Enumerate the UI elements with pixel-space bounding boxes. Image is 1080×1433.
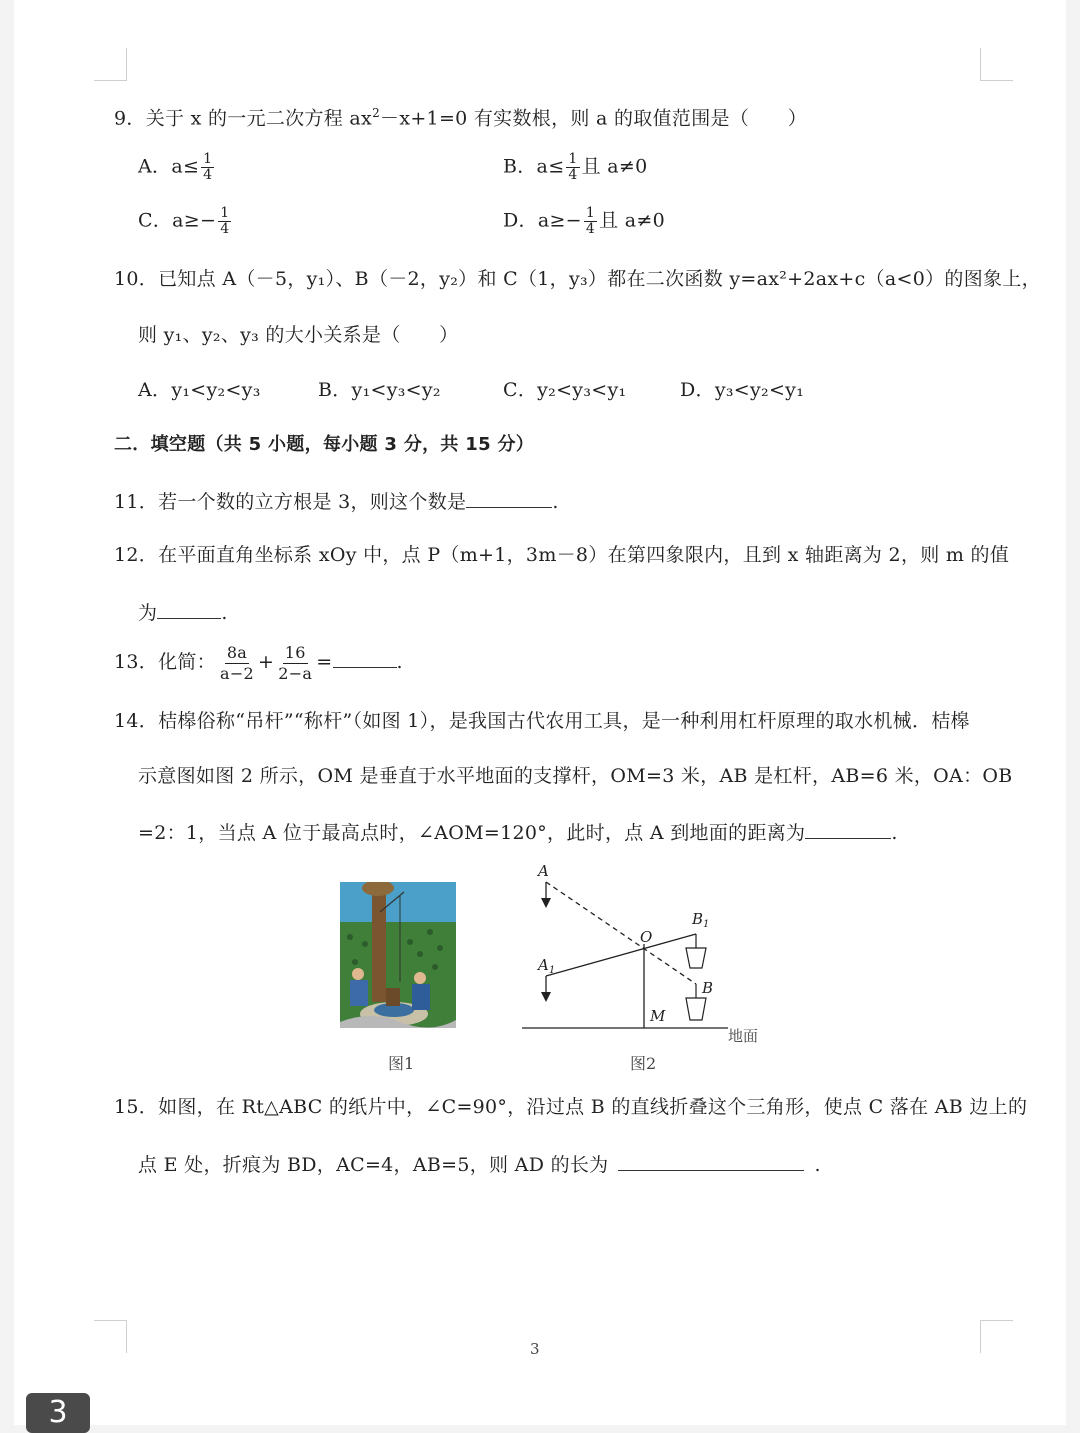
- label-b: B: [702, 979, 714, 997]
- section-heading: 二．填空题（共 5 小题，每小题 3 分，共 15 分）: [114, 434, 535, 455]
- crop-mark-bottom-right: [980, 1320, 1013, 1353]
- answer-blank: [466, 487, 552, 508]
- numerator: 16: [284, 642, 306, 662]
- q9-option-b: [503, 152, 648, 183]
- fraction: [218, 643, 256, 684]
- fraction: [584, 206, 597, 237]
- q15-line2-pre: 点 E 处，折痕为 BD，AC=4，AB=5，则 AD 的长为: [138, 1154, 609, 1176]
- numerator: 8a: [226, 642, 248, 662]
- q9-stem-post: －x+1=0 有实数根，则 a 的取值范围是（ ）: [380, 107, 807, 130]
- numerator: 1: [568, 151, 578, 167]
- numerator: 1: [203, 151, 213, 167]
- label-b1: [691, 910, 709, 930]
- shadoof-illustration: [340, 882, 456, 1028]
- label-m: M: [650, 1007, 666, 1025]
- q10-line1: 10．已知点 A（－5，y₁）、B（－2，y₂）和 C（1，y₃）都在二次函数 y=ax²+2ax+c（a<0）的图象上，: [114, 268, 1041, 290]
- q14-line1: 14．桔槔俗称“吊杆”“称杆”（如图 1），是我国古代农用工具，是一种利用杠杆原理的取水机械．桔槔: [114, 710, 970, 732]
- crop-mark-bottom-left: [94, 1320, 127, 1353]
- q13-plus: +: [258, 651, 275, 673]
- label-o: O: [640, 928, 653, 946]
- label-b1-main: B: [692, 910, 704, 928]
- q9-option-a: [138, 152, 216, 183]
- numerator: 1: [220, 205, 230, 221]
- q9-stem-sup: 2: [372, 106, 381, 120]
- label-b1-sub: 1: [703, 919, 710, 930]
- q9-d-text: D．a≥−: [503, 209, 582, 232]
- numerator: 1: [585, 205, 596, 221]
- q10-option-d: D．y₃<y₂<y₁: [680, 379, 805, 401]
- page-badge[interactable]: 3: [26, 1393, 90, 1433]
- crop-mark-top-right: [980, 48, 1013, 81]
- fraction: [276, 643, 314, 684]
- q15-line1: 15．如图，在 Rt△ABC 的纸片中，∠C=90°，沿过点 B 的直线折叠这个三角形，使点 C 落在 AB 边上的: [114, 1096, 1028, 1118]
- label-a1-main: A: [538, 956, 549, 974]
- q10-option-a: A．y₁<y₂<y₃: [138, 379, 261, 401]
- q9-b-text: B．a≤: [503, 155, 565, 178]
- fraction: [566, 152, 579, 183]
- q12-line1: 12．在平面直角坐标系 xOy 中，点 P（m+1，3m－8）在第四象限内，且到 x 轴距离为 2，则 m 的值: [114, 544, 1010, 566]
- q13-equals: =: [316, 651, 333, 673]
- denominator: 2−a: [278, 663, 313, 683]
- q9-b-post: 且 a≠0: [581, 155, 648, 178]
- lever-diagram: [516, 860, 776, 1050]
- q9-stem-pre: 9．关于 x 的一元二次方程 ax: [114, 107, 373, 130]
- crop-mark-top-left: [94, 48, 127, 81]
- q10-line2: 则 y₁、y₂、y₃ 的大小关系是（ ）: [138, 324, 459, 346]
- q12-line2: [138, 598, 228, 626]
- label-a: A: [538, 862, 549, 880]
- q14-line2: 示意图如图 2 所示，OM 是垂直于水平地面的支撑杆，OM=3 米，AB 是杠杆，AB=6 米，OA：OB: [138, 765, 1013, 787]
- fraction: [218, 206, 231, 237]
- q14-line3-pre: =2：1，当点 A 位于最高点时，∠AOM=120°，此时，点 A 到地面的距离为: [138, 822, 806, 844]
- q11-end: .: [552, 491, 559, 513]
- q9-stem: [114, 100, 807, 131]
- q12-line2-pre: 为: [138, 602, 158, 624]
- figure-1-caption: 图1: [388, 1054, 415, 1073]
- denominator: 4: [203, 167, 213, 183]
- q10-option-c: C．y₂<y₃<y₁: [503, 379, 627, 401]
- q9-a-text: A．a≤: [138, 155, 200, 178]
- denominator: a−2: [219, 663, 255, 683]
- q9-option-c: [138, 206, 233, 237]
- fraction: [201, 152, 214, 183]
- q14-line3: [138, 818, 898, 846]
- q9-d-post: 且 a≠0: [599, 209, 666, 232]
- q9-c-text: C．a≥−: [138, 209, 217, 232]
- q15-line2: [138, 1150, 821, 1178]
- label-a1-sub: 1: [548, 965, 556, 976]
- label-a1: [536, 956, 555, 976]
- figure-2-caption: 图2: [630, 1054, 657, 1073]
- q13-end: .: [396, 651, 403, 673]
- q10-option-b: B．y₁<y₃<y₂: [318, 379, 441, 401]
- q13-label: 13．化简：: [114, 651, 216, 673]
- denominator: 4: [568, 167, 578, 183]
- answer-blank: [618, 1150, 804, 1171]
- label-ground: 地面: [728, 1027, 759, 1045]
- answer-blank: [157, 598, 221, 619]
- answer-blank: [805, 818, 891, 839]
- q12-line2-end: .: [221, 602, 228, 624]
- q11: [114, 487, 559, 515]
- page-number: 3: [530, 1340, 540, 1358]
- q9-option-d: [503, 206, 665, 237]
- q13: [114, 640, 403, 684]
- q11-text: 11．若一个数的立方根是 3，则这个数是: [114, 491, 467, 513]
- q14-line3-end: .: [891, 822, 898, 844]
- denominator: 4: [585, 221, 596, 237]
- answer-blank: [333, 647, 397, 668]
- denominator: 4: [220, 221, 230, 237]
- q15-line2-end: .: [814, 1154, 821, 1176]
